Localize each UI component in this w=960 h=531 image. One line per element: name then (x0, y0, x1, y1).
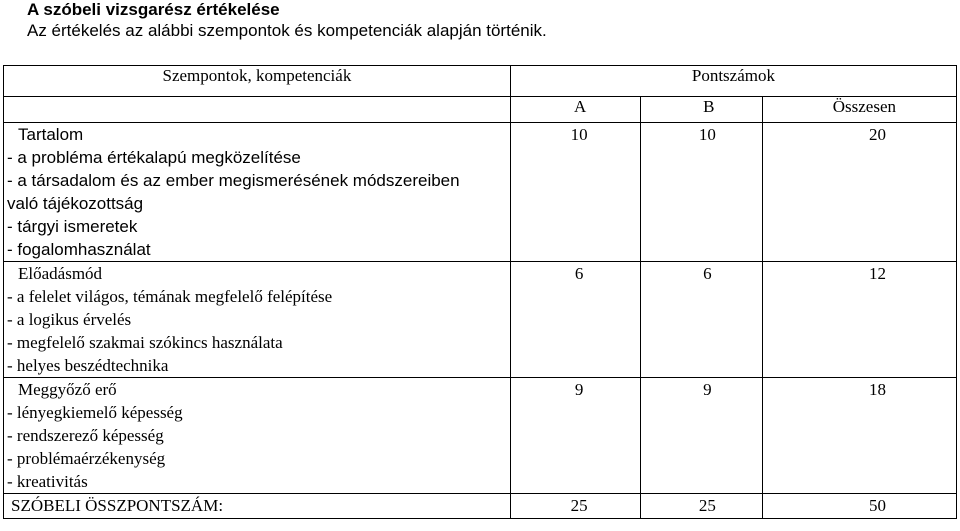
col-a-header: A (510, 97, 640, 123)
table-header-row (4, 66, 957, 97)
criteria-item: - rendszerező képesség (7, 426, 164, 445)
total-sum: 50 (763, 494, 957, 519)
criteria-header: Szempontok, kompetenciák (4, 66, 511, 97)
score-a: 9 (510, 378, 640, 494)
criteria-item: - a probléma értékalapú megközelítése (7, 148, 301, 167)
criteria-item: - a logikus érvelés (7, 310, 132, 329)
score-a: 6 (510, 262, 640, 378)
criteria-item: - lényegkiemelő képesség (7, 403, 183, 422)
score-total: 20 (763, 123, 957, 262)
criteria-cell (4, 123, 511, 262)
table-subheader-row (4, 97, 957, 123)
total-b: 25 (640, 494, 763, 519)
intro-text: Az értékelés az alábbi szempontok és kompetenciák alapján történik. (27, 21, 547, 40)
section-title: Tartalom (18, 125, 84, 144)
score-total: 18 (763, 378, 957, 494)
table-row (4, 123, 957, 262)
section-heading: A szóbeli vizsgarész értékelése (27, 0, 280, 19)
criteria-item: - megfelelő szakmai szókincs használata (7, 333, 283, 352)
criteria-item: - a társadalom és az ember megismerésének módszereiben (7, 171, 460, 190)
criteria-header-spacer (4, 97, 511, 123)
scoring-table (3, 65, 957, 519)
col-sum-header: Összesen (763, 97, 957, 123)
total-label: SZÓBELI ÖSSZPONTSZÁM: (4, 494, 511, 519)
criteria-item: - problémaérzékenység (7, 449, 166, 468)
score-b: 6 (640, 262, 763, 378)
total-a: 25 (510, 494, 640, 519)
col-b-header: B (640, 97, 763, 123)
criteria-item: való tájékozottság (7, 194, 144, 213)
score-b: 9 (640, 378, 763, 494)
criteria-item: - a felelet világos, témának megfelelő felépítése (7, 287, 333, 306)
criteria-item: - kreativitás (7, 472, 88, 491)
criteria-item: - helyes beszédtechnika (7, 356, 169, 375)
criteria-cell (4, 262, 511, 378)
criteria-cell (4, 378, 511, 494)
criteria-item: - tárgyi ismeretek (7, 217, 138, 236)
criteria-item: - fogalomhasználat (7, 240, 151, 259)
score-total: 12 (763, 262, 957, 378)
table-row (4, 378, 957, 494)
table-row (4, 262, 957, 378)
points-header: Pontszámok (510, 66, 956, 97)
score-a: 10 (510, 123, 640, 262)
total-row (4, 494, 957, 519)
score-b: 10 (640, 123, 763, 262)
section-title: Előadásmód (18, 264, 103, 283)
section-title: Meggyőző erő (18, 380, 117, 399)
